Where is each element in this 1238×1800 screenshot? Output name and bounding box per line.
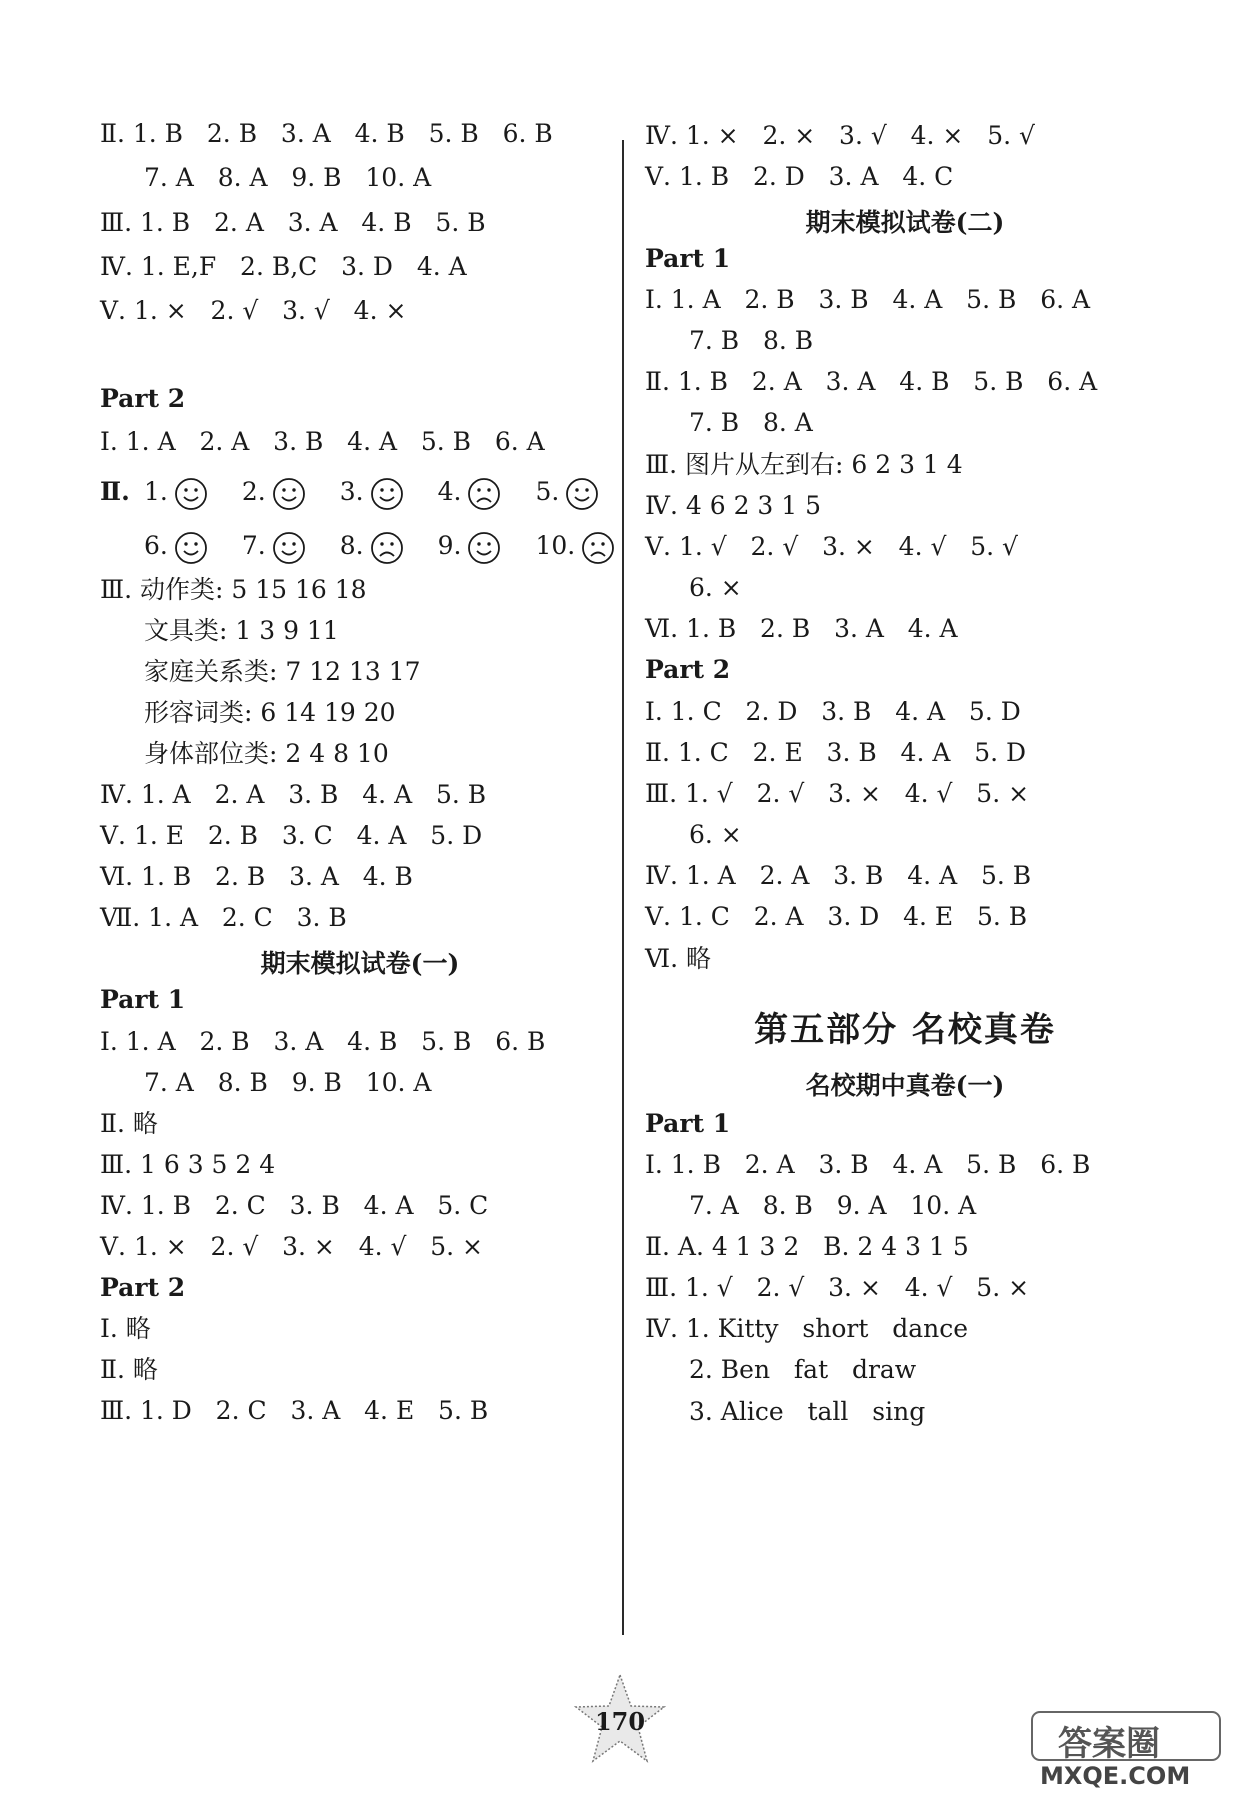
answer-line: Ⅵ. 略 bbox=[645, 944, 712, 973]
answer-line: Ⅴ. 1. × 2. √ 3. √ 4. × bbox=[100, 296, 407, 325]
part-heading: Part 1 bbox=[645, 244, 731, 273]
watermark-bottom-text: MXQE.COM bbox=[1040, 1762, 1191, 1790]
part-five-title: 第五部分 名校真卷 bbox=[754, 1010, 1056, 1050]
answer-line: Ⅱ. A. 4 1 3 2 B. 2 4 3 1 5 bbox=[645, 1232, 969, 1261]
answer-line: Ⅵ. 1. B 2. B 3. A 4. B bbox=[100, 862, 413, 891]
face-number: 5. bbox=[535, 477, 560, 506]
roman-numeral: Ⅱ. bbox=[100, 477, 130, 506]
answer-line: Ⅲ. 1. D 2. C 3. A 4. E 5. B bbox=[100, 1396, 489, 1425]
answer-line: Ⅰ. 1. A 2. A 3. B 4. A 5. B 6. A bbox=[100, 427, 545, 456]
section-heading: 名校期中真卷(一) bbox=[805, 1071, 1005, 1100]
answer-line: Ⅲ. 图片从左到右: 6 2 3 1 4 bbox=[645, 450, 963, 479]
answer-line: Ⅲ. 1. B 2. A 3. A 4. B 5. B bbox=[100, 208, 486, 237]
sad-face-icon bbox=[467, 477, 501, 511]
answer-line: Ⅱ. 1. B 2. A 3. A 4. B 5. B 6. A bbox=[645, 367, 1098, 396]
answer-line: 文具类: 1 3 9 11 bbox=[144, 616, 339, 645]
answer-line: 形容词类: 6 14 19 20 bbox=[144, 698, 396, 727]
part-heading: Part 2 bbox=[100, 1273, 186, 1302]
face-row-2 bbox=[100, 526, 649, 566]
face-number: 10. bbox=[535, 531, 576, 560]
smiley-face-icon bbox=[467, 531, 501, 565]
answer-line: Ⅳ. 1. × 2. × 3. √ 4. × 5. √ bbox=[645, 121, 1035, 150]
part-heading: Part 1 bbox=[645, 1109, 731, 1138]
part-heading: Part 2 bbox=[645, 655, 731, 684]
answer-line: 6. × bbox=[689, 820, 742, 849]
answer-line: Ⅳ. 1. Kitty short dance bbox=[645, 1314, 969, 1343]
section-heading: 期末模拟试卷(二) bbox=[805, 208, 1005, 237]
answer-line: Ⅲ. 1. √ 2. √ 3. × 4. √ 5. × bbox=[645, 779, 1030, 808]
smiley-face-icon bbox=[174, 531, 208, 565]
answer-line: Ⅴ. 1. × 2. √ 3. × 4. √ 5. × bbox=[100, 1232, 484, 1261]
answer-line: Ⅱ. 1. C 2. E 3. B 4. A 5. D bbox=[645, 738, 1027, 767]
answer-line: Ⅰ. 略 bbox=[100, 1314, 151, 1343]
answer-line: Ⅲ. 1. √ 2. √ 3. × 4. √ 5. × bbox=[645, 1273, 1030, 1302]
answer-line: Ⅳ. 1. A 2. A 3. B 4. A 5. B bbox=[100, 780, 487, 809]
answer-line: Ⅳ. 4 6 2 3 1 5 bbox=[645, 491, 822, 520]
answer-line: Ⅴ. 1. B 2. D 3. A 4. C bbox=[645, 162, 954, 191]
faces-row-1-items bbox=[144, 477, 633, 506]
watermark-top-text: 答案圈 bbox=[1058, 1724, 1160, 1764]
site-watermark bbox=[1028, 1710, 1224, 1792]
answer-line: Ⅳ. 1. B 2. C 3. B 4. A 5. C bbox=[100, 1191, 489, 1220]
answer-line: Ⅶ. 1. A 2. C 3. B bbox=[100, 903, 347, 932]
answer-line: 7. B 8. A bbox=[689, 408, 813, 437]
answer-line: 7. A 8. A 9. B 10. A bbox=[144, 163, 432, 192]
face-number: 4. bbox=[437, 477, 462, 506]
face-number: 2. bbox=[241, 477, 266, 506]
answer-line: Ⅲ. 1 6 3 5 2 4 bbox=[100, 1150, 276, 1179]
page-number: 170 bbox=[594, 1707, 646, 1736]
answer-line: Ⅰ. 1. B 2. A 3. B 4. A 5. B 6. B bbox=[645, 1150, 1091, 1179]
answer-line: Ⅰ. 1. C 2. D 3. B 4. A 5. D bbox=[645, 697, 1021, 726]
answer-line: 身体部位类: 2 4 8 10 bbox=[144, 739, 389, 768]
sad-face-icon bbox=[370, 531, 404, 565]
answer-line: Ⅲ. 动作类: 5 15 16 18 bbox=[100, 575, 367, 604]
answer-line: 7. A 8. B 9. A 10. A bbox=[689, 1191, 977, 1220]
answer-line: Ⅳ. 1. E,F 2. B,C 3. D 4. A bbox=[100, 252, 467, 281]
answer-line: Ⅳ. 1. A 2. A 3. B 4. A 5. B bbox=[645, 861, 1032, 890]
part-heading: Part 2 bbox=[100, 384, 186, 413]
answer-line: Ⅰ. 1. A 2. B 3. B 4. A 5. B 6. A bbox=[645, 285, 1091, 314]
answer-line: Ⅱ. 略 bbox=[100, 1355, 158, 1384]
column-divider bbox=[622, 140, 624, 1635]
answer-line: Ⅴ. 1. √ 2. √ 3. × 4. √ 5. √ bbox=[645, 532, 1018, 561]
smiley-face-icon bbox=[174, 477, 208, 511]
face-number: 6. bbox=[144, 531, 168, 560]
answer-line: Ⅱ. 略 bbox=[100, 1109, 158, 1138]
answer-line: Ⅵ. 1. B 2. B 3. A 4. A bbox=[645, 614, 958, 643]
answer-line: 2. Ben fat draw bbox=[689, 1355, 917, 1384]
smiley-face-icon bbox=[272, 477, 306, 511]
face-number: 8. bbox=[339, 531, 364, 560]
face-number: 7. bbox=[241, 531, 266, 560]
answer-line: Ⅰ. 1. A 2. B 3. A 4. B 5. B 6. B bbox=[100, 1027, 546, 1056]
smiley-face-icon bbox=[272, 531, 306, 565]
page-number-badge bbox=[574, 1673, 666, 1765]
sad-face-icon bbox=[581, 531, 615, 565]
answer-line: 7. A 8. B 9. B 10. A bbox=[144, 1068, 432, 1097]
face-row-1 bbox=[100, 472, 633, 512]
part-heading: Part 1 bbox=[100, 985, 186, 1014]
answer-line: 6. × bbox=[689, 573, 742, 602]
face-number: 3. bbox=[339, 477, 364, 506]
answer-line: 家庭关系类: 7 12 13 17 bbox=[144, 657, 421, 686]
smiley-face-icon bbox=[565, 477, 599, 511]
answer-line: Ⅴ. 1. E 2. B 3. C 4. A 5. D bbox=[100, 821, 483, 850]
face-number: 1. bbox=[144, 477, 168, 506]
answer-line: Ⅱ. 1. B 2. B 3. A 4. B 5. B 6. B bbox=[100, 119, 553, 148]
answer-line: 3. Alice tall sing bbox=[689, 1397, 926, 1426]
answer-line: Ⅴ. 1. C 2. A 3. D 4. E 5. B bbox=[645, 902, 1028, 931]
face-number: 9. bbox=[437, 531, 462, 560]
smiley-face-icon bbox=[370, 477, 404, 511]
section-heading: 期末模拟试卷(一) bbox=[260, 949, 460, 978]
answer-line: 7. B 8. B bbox=[689, 326, 814, 355]
